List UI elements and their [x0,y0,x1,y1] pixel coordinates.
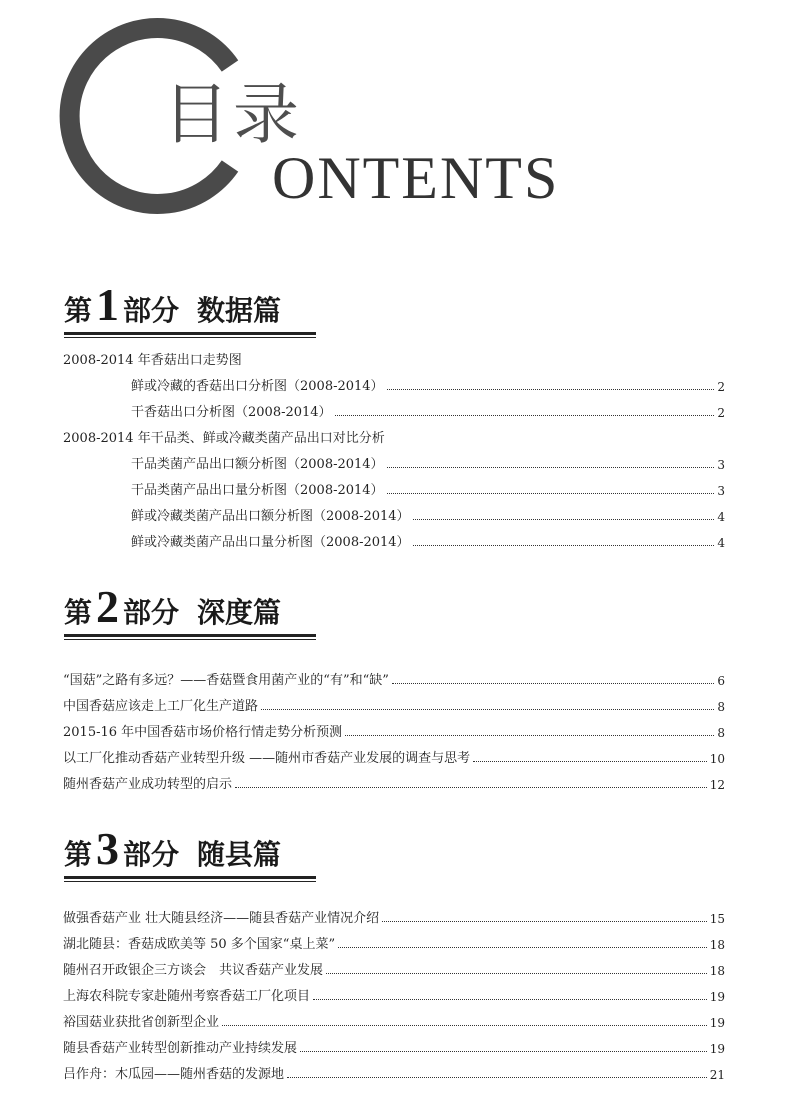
toc-page-number: 18 [709,938,725,952]
toc-entry-title: 随州召开政银企三方谈会 共议香菇产业发展 [63,963,324,978]
section-2-di: 第 [64,596,93,629]
toc-page-number: 12 [709,778,725,792]
section-2-number: 2 [96,581,120,632]
toc-entry-title: 2008-2014 年香菇出口走势图 [63,353,242,368]
toc-page-number: 6 [717,674,725,688]
toc-page-number: 21 [709,1068,725,1082]
toc-entry [63,394,725,420]
toc-page-number: 3 [717,458,725,472]
toc-entry [63,688,725,714]
toc-entry [63,952,725,978]
toc-entry [63,498,725,524]
toc-title-cn: 目录 [163,76,303,153]
toc-entry-title: 吕作舟：木瓜园——随州香菇的发源地 [63,1067,285,1082]
toc-entry [63,1030,725,1056]
section-1-heading [64,279,316,338]
section-3-rule-thin [64,881,316,882]
toc-entry [63,900,725,926]
toc-dot-leader [413,519,715,520]
toc-page-number: 4 [717,536,725,550]
toc-page-number: 2 [717,406,725,420]
toc-dot-leader [392,683,714,684]
section-1-rule-thin [64,337,316,338]
toc-dot-leader [300,1051,707,1052]
section-1-entries [63,342,725,550]
section-1-di: 第 [64,294,93,327]
section-1-name: 数据篇 [197,294,282,327]
toc-dot-leader [261,709,714,710]
toc-dot-leader [326,973,707,974]
section-1-rule [64,332,316,335]
toc-entry [63,978,725,1004]
toc-dot-leader [413,545,715,546]
toc-dot-leader [387,389,715,390]
toc-page-number: 18 [709,964,725,978]
section-1-part: 部分 [123,294,180,327]
toc-page-number: 2 [717,380,725,394]
toc-entry [63,524,725,550]
toc-dot-leader [222,1025,707,1026]
toc-page-number: 19 [709,990,725,1004]
section-3-part: 部分 [123,838,180,871]
toc-title-en: ONTENTS [272,145,560,211]
toc-entry-title: “国菇”之路有多远？——香菇暨食用菌产业的“有”和“缺” [63,673,389,688]
toc-dot-leader [338,947,707,948]
section-3-heading [64,823,316,882]
toc-entry-title: 以工厂化推动香菇产业转型升级 ——随州市香菇产业发展的调查与思考 [63,751,471,766]
toc-entry [63,446,725,472]
section-2-name: 深度篇 [197,596,282,629]
section-2-entries [63,662,725,792]
section-2-part: 部分 [123,596,180,629]
toc-entry-title: 干品类菌产品出口量分析图（2008-2014） [131,483,384,498]
toc-dot-leader [287,1077,707,1078]
toc-dot-leader [235,787,707,788]
toc-page-number: 19 [709,1042,725,1056]
toc-entry-title: 鲜或冷藏的香菇出口分析图（2008-2014） [131,379,384,394]
section-2-heading [64,581,316,640]
toc-entry [63,662,725,688]
toc-entry [63,1056,725,1082]
toc-entry [63,926,725,952]
toc-entry-title: 干品类菌产品出口额分析图（2008-2014） [131,457,384,472]
section-3-name: 随县篇 [197,838,282,871]
toc-entry [63,1004,725,1030]
toc-entry [63,714,725,740]
section-1-number: 1 [96,279,120,330]
toc-entry-title: 鲜或冷藏类菌产品出口额分析图（2008-2014） [131,509,410,524]
toc-dot-leader [387,467,715,468]
toc-dot-leader [335,415,715,416]
toc-entry [63,472,725,498]
toc-entry-title: 上海农科院专家赴随州考察香菇工厂化项目 [63,989,311,1004]
toc-dot-leader [345,735,714,736]
toc-dot-leader [473,761,707,762]
toc-entry-title: 干香菇出口分析图（2008-2014） [131,405,332,420]
section-3-entries [63,900,725,1082]
toc-entry-title: 鲜或冷藏类菌产品出口量分析图（2008-2014） [131,535,410,550]
toc-subheading [63,420,725,446]
toc-page-number: 3 [717,484,725,498]
section-3-di: 第 [64,838,93,871]
toc-dot-leader [382,921,707,922]
toc-entry-title: 2008-2014 年干品类、鲜或冷藏类菌产品出口对比分析 [63,431,385,446]
section-3-number: 3 [96,823,120,874]
toc-page-number: 15 [709,912,725,926]
toc-entry-title: 中国香菇应该走上工厂化生产道路 [63,699,259,714]
section-2-rule [64,634,316,637]
toc-entry-title: 做强香菇产业 壮大随县经济——随县香菇产业情况介绍 [63,911,380,926]
toc-page-number: 10 [709,752,725,766]
toc-entry-title: 随县香菇产业转型创新推动产业持续发展 [63,1041,298,1056]
toc-entry [63,766,725,792]
toc-dot-leader [387,493,715,494]
toc-entry-title: 随州香菇产业成功转型的启示 [63,777,233,792]
toc-subheading [63,342,725,368]
toc-entry [63,740,725,766]
toc-entry-title: 裕国菇业获批省创新型企业 [63,1015,220,1030]
toc-page-number: 4 [717,510,725,524]
section-2-rule-thin [64,639,316,640]
toc-entry-title: 湖北随县：香菇成欧美等 50 多个国家“桌上菜” [63,937,336,952]
toc-entry [63,368,725,394]
toc-dot-leader [313,999,707,1000]
toc-page-number: 8 [717,700,725,714]
toc-entry-title: 2015-16 年中国香菇市场价格行情走势分析预测 [63,725,343,740]
toc-page-number: 8 [717,726,725,740]
section-3-rule [64,876,316,879]
toc-page-number: 19 [709,1016,725,1030]
